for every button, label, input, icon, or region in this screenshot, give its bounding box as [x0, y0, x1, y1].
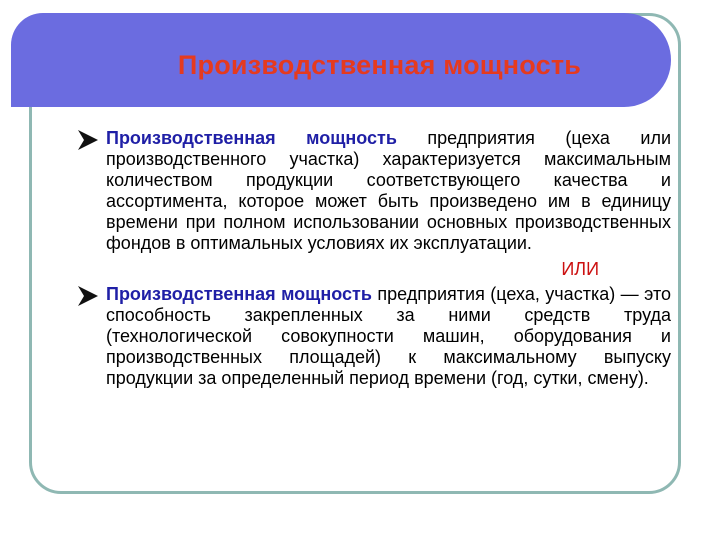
- page-title: Производственная мощность: [177, 50, 582, 80]
- bullet-text: предприятия (цеха или производственного участка) характеризуется максимальным количеством продукции соответствующего качества и ассортимента, которое может быть произведено им в единицу времени при полном использовании основных производственных фондов в оптимальных условиях их эксплуатации.: [106, 128, 672, 253]
- slide-content: [76, 128, 671, 389]
- bullet-term: Производственная мощность: [106, 284, 372, 304]
- arrowhead-icon: [76, 284, 100, 308]
- bullet-item-2: [76, 284, 671, 389]
- title-underline: [51, 107, 651, 110]
- bullet-term: Производственная мощность: [106, 128, 397, 148]
- bullet-item-1: [76, 128, 671, 254]
- bullet-text: предприятия (цеха, участка) — это способность закрепленных за ними средств труда (технологической совокупности машин, оборудования и производственных площадей) к максимальному выпуску продукции за определенный период времени (год, сутки, смену).: [106, 284, 671, 388]
- arrowhead-icon: [76, 128, 100, 152]
- or-separator: ИЛИ: [561, 259, 599, 279]
